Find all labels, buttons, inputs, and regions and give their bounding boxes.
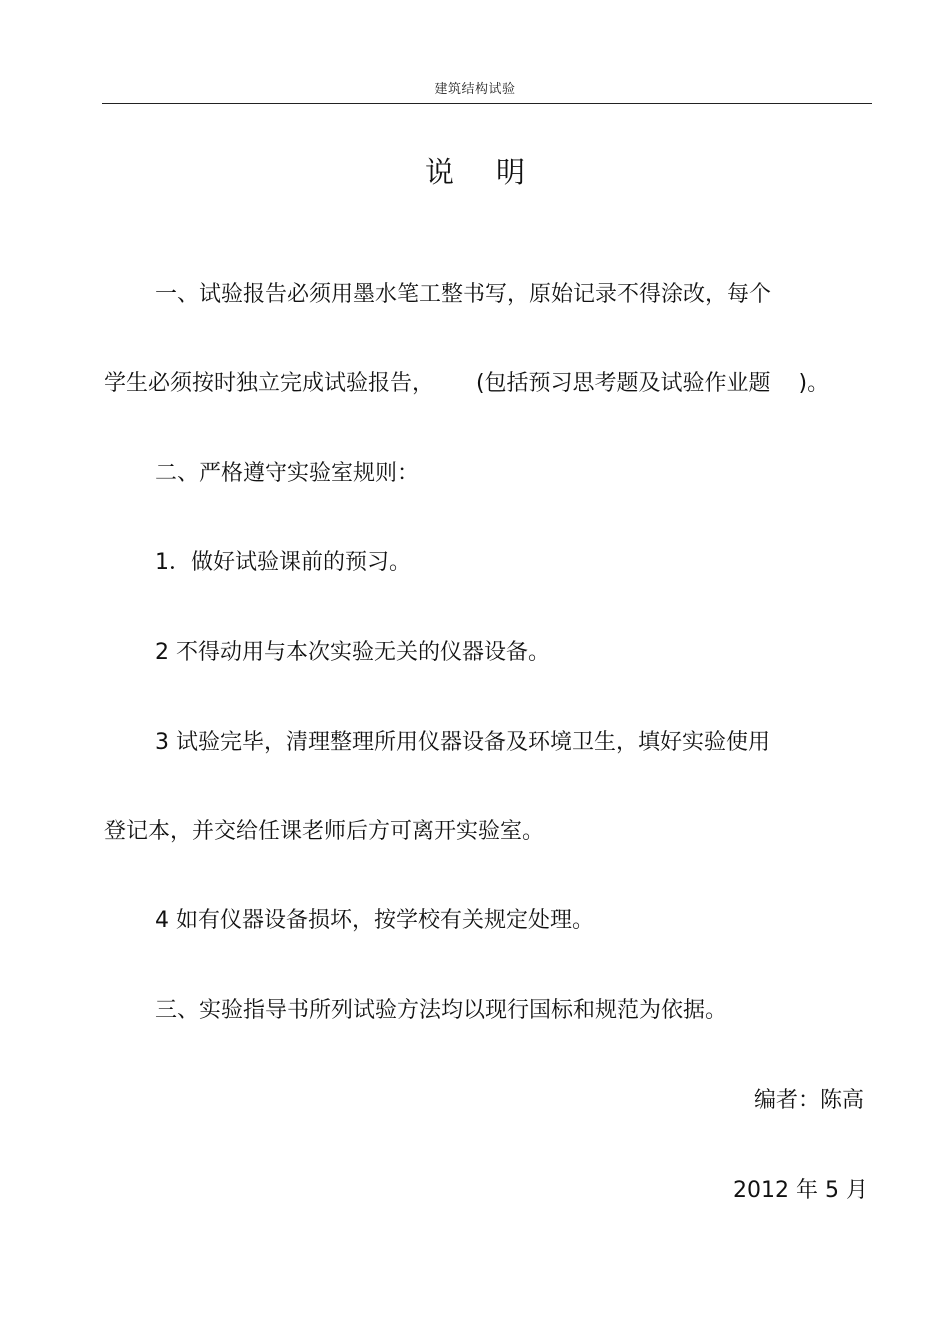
document-title: 说明 [424,155,567,189]
rule-4: 4 如有仪器设备损坏，按学校有关规定处理。 [155,908,594,933]
running-header: 建筑结构试验 [434,82,516,97]
rule-1: 1．做好试验课前的预习。 [155,550,411,575]
rule-3-line-2: 登记本，并交给任课老师后方可离开实验室。 [104,819,545,844]
paragraph-1-line-2: 学生必须按时独立完成试验报告， (包括预习思考题及试验作业题 )。 [104,371,830,396]
date-line: 2012 年 5 月 [733,1178,868,1203]
paragraph-1-line-1: 一、试验报告必须用墨水笔工整书写，原始记录不得涂改，每个 [155,282,772,307]
paragraph-2: 二、严格遵守实验室规则： [155,461,420,486]
header-rule [102,103,872,104]
rule-2: 2 不得动用与本次实验无关的仪器设备。 [155,640,550,665]
rule-3-line-1: 3 试验完毕，清理整理所用仪器设备及环境卫生，填好实验使用 [155,730,770,755]
author-line: 编者：陈高 [753,1088,864,1113]
paragraph-3: 三、实验指导书所列试验方法均以现行国标和规范为依据。 [155,998,728,1023]
